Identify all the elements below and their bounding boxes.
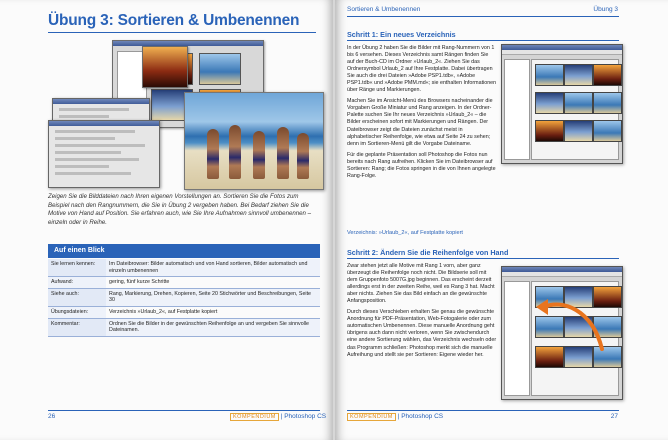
summary-box-title: Auf einen Blick xyxy=(48,244,320,258)
step2-body xyxy=(347,263,497,363)
batch-rename-dialog-screenshot xyxy=(48,120,160,188)
step2-title: Schritt 2: Ändern Sie die Reihenfolge von Hand xyxy=(347,248,509,257)
right-page xyxy=(335,0,668,440)
row-value: Rang, Markierung, Drehen, Kopieren, Seite 20 Stichwörter und Beschreibungen, Seite 30 xyxy=(106,288,320,306)
running-head-left: Sortieren & Umbenennen xyxy=(347,6,421,13)
running-head-right: Übung 3 xyxy=(593,6,618,13)
table-row xyxy=(48,259,320,277)
row-key: Übungsdateien: xyxy=(48,306,106,318)
file-browser-screenshot-1 xyxy=(501,44,623,164)
table-row xyxy=(48,288,320,306)
brand-label: KOMPENDIUM xyxy=(347,413,396,421)
table-row xyxy=(48,277,320,289)
left-page xyxy=(0,0,333,440)
drag-arrow-icon xyxy=(532,289,612,359)
row-key: Sie lernen kennen: xyxy=(48,259,106,277)
step1-rule xyxy=(347,40,619,41)
step1-body xyxy=(347,45,497,184)
brand-product: Photoshop CS xyxy=(401,413,444,420)
brand-divider: | xyxy=(280,413,283,420)
row-key: Kommentar: xyxy=(48,318,106,336)
intro-caption: Zeigen Sie die Bilddateien nach Ihren eigenen Vorstellungen an. Sortieren Sie die Fotos zum Beispiel nach den Rangnummern, die Sie in Übung 2 vergeben haben. Bei Bedarf ziehen Sie die Motive von Hand auf Position. Sie erfahren auch, wie Sie Ihre Aufnahmen sinnvoll umbenennen – einzeln oder in Reihe. xyxy=(48,193,311,226)
row-key: Aufwand: xyxy=(48,277,106,289)
brand-label: KOMPENDIUM xyxy=(230,413,279,421)
table-row xyxy=(48,306,320,318)
paragraph: Zwar stehen jetzt alle Motive mit Rang 1 vorn, aber ganz überzeugt die Reihenfolge noch nicht. Die Bildserie soll mit dem Gruppenfoto 5007G.jpg beginnen. Das erscheint derzeit allerdings erst in der zweiten Reihe, weil es Rang 3 hat. Macht aber nichts. Ziehen Sie das Bild einfach an die gewünschte Anfangsposition. xyxy=(347,263,495,305)
page-number: 27 xyxy=(610,413,618,420)
footer-brand xyxy=(347,413,443,420)
summary-table xyxy=(48,259,320,337)
footer-rule xyxy=(48,410,320,411)
brand-product: Photoshop CS xyxy=(284,413,327,420)
row-value: Verzeichnis »Urlaub_2«, auf Festplatte kopiert xyxy=(106,306,320,318)
page-title: Übung 3: Sortieren & Umbenennen xyxy=(48,12,300,29)
header-rule xyxy=(347,16,619,17)
paragraph: Für die geplante Präsentation soll Photoshop die Fotos nun bereits nach Rang aufreihen. Klicken Sie im Dateibrowser auf Sortieren: Rang; die Fotos springen in die von Ihnen angelegte Rang-Folge. xyxy=(347,151,496,179)
step2-rule xyxy=(347,258,619,259)
sunset-photo xyxy=(142,46,188,88)
step1-title: Schritt 1: Ein neues Verzeichnis xyxy=(347,30,456,39)
row-value: Im Dateibrowser: Bilder automatisch und von Hand sortieren, Bilder automatisch und einzeln umbenennen xyxy=(106,259,320,277)
table-row xyxy=(48,318,320,336)
row-value: gering, fünf kurze Schritte xyxy=(106,277,320,289)
step1-folder-note: Verzeichnis: »Urlaub_2«, auf Festplatte kopiert xyxy=(347,230,463,236)
paragraph: In der Übung 2 haben Sie die Bilder mit Rang-Nummern von 1 bis 6 versehen. Dieses Verzeichnis samt Rängen finden Sie auf der Buch-CD im Ordner »Urlaub_2«. Ziehen Sie das Ordnersymbol Urlaub_2 auf Ihre Festplatte. Dabei übertragen Sie auch die drei Dateien »Adobe PSP1.tdb«, »Adobe PSP1.tdb« und »Adobe PMM.md«; sie enthalten Informationen über Ränge und Markierungen. xyxy=(347,45,497,94)
footer-brand xyxy=(230,413,326,420)
paragraph: Durch dieses Verschieben erhalten Sie genau die gewünschte Anordnung für PDF-Präsentation, Web-Fotogalerie oder zum automatischen Umbenennen. Diese manuelle Anordnung geht übrigens auch dann nicht verloren, wenn Sie zwischendurch eine andere Sortierung wählen, das Verzeichnis wechseln oder das Programm schließen: Photoshop merkt sich die manuelle Aufreihung und stellt sie per Sortieren: Eigene wieder her. xyxy=(347,309,497,358)
page-number: 26 xyxy=(48,413,56,420)
title-rule xyxy=(48,32,316,33)
row-value: Ordnen Sie die Bilder in der gewünschten Reihenfolge an und vergeben Sie sinnvolle Dateinamen. xyxy=(106,318,320,336)
footer-rule xyxy=(347,410,619,411)
screenshot-collage xyxy=(52,40,320,188)
file-browser-screenshot-2 xyxy=(501,266,623,400)
brand-divider: | xyxy=(397,413,400,420)
beach-group-photo xyxy=(184,92,324,190)
paragraph: Machen Sie im Ansicht-Menü des Browsers nacheinander die Vorgaben Große Miniatur und Rang anzeigen. In der Ordner-Palette suchen Sie Ihr neues Verzeichnis »Urlaub_2« – die Bilder erscheinen sofort mit Markierungen und Rängen. Der Dateibrowser zeigt die Dateien zunächst meist in alphabetischer Reihenfolge, wie etwa auf Seite 24 zu sehen; denn im Sortieren-Menü gilt die Vorgabe Dateiname. xyxy=(347,98,493,147)
row-key: Siehe auch: xyxy=(48,288,106,306)
